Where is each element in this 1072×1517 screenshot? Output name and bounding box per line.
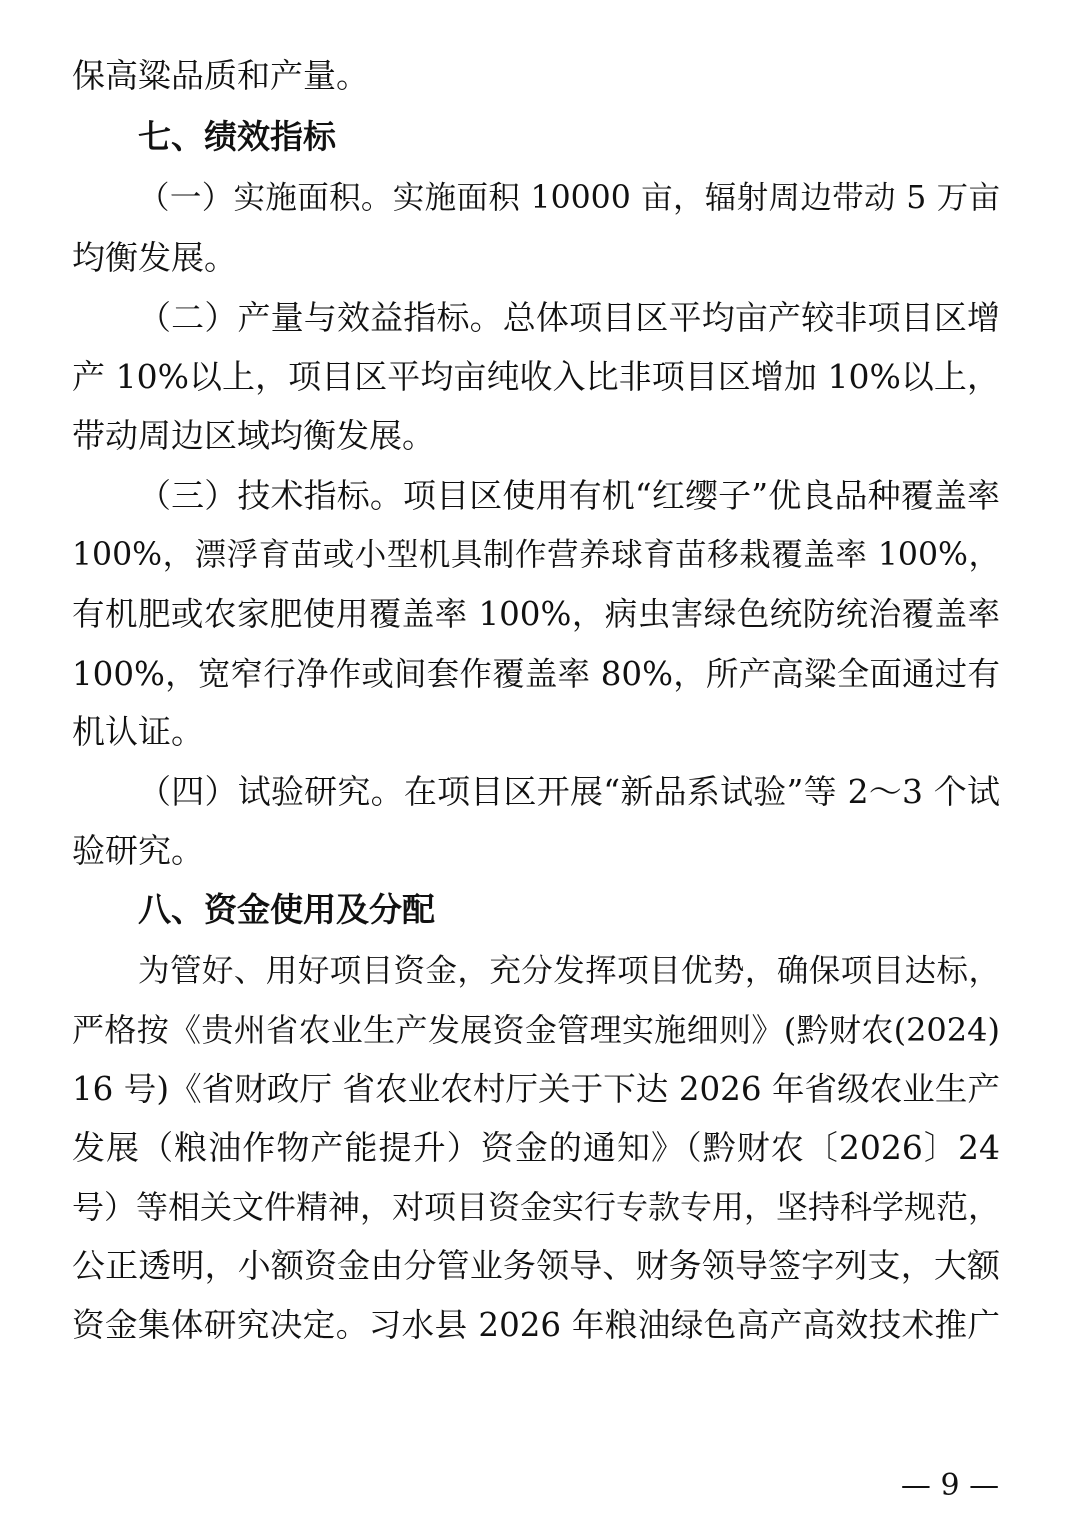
paragraph-line: 100%，漂浮育苗或小型机具制作营养球育苗移栽覆盖率 100%，: [72, 537, 1000, 573]
section-heading-performance: 七、绩效指标: [138, 117, 336, 156]
page-number: — 9 —: [900, 1468, 1000, 1503]
paragraph-line: 保高粱品质和产量。: [72, 56, 369, 95]
paragraph-line: 产 10%以上，项目区平均亩纯收入比非项目区增加 10%以上，: [72, 357, 1000, 396]
paragraph-line: （一）实施面积。实施面积 10000 亩，辐射周边带动 5 万亩: [138, 180, 1000, 216]
paragraph-line: 均衡发展。: [72, 238, 237, 277]
paragraph-line: 号）等相关文件精神，对项目资金实行专款专用，坚持科学规范，: [72, 1188, 1001, 1226]
paragraph-line: 100%，宽窄行净作或间套作覆盖率 80%，所产高粱全面通过有: [72, 655, 1000, 693]
paragraph-line: 有机肥或农家肥使用覆盖率 100%，病虫害绿色统防统治覆盖率: [72, 595, 1000, 633]
paragraph-line: 16 号)《省财政厅 省农业农村厅关于下达 2026 年省级农业生产: [72, 1070, 1000, 1108]
paragraph-line: 公正透明，小额资金由分管业务领导、财务领导签字列支，大额: [72, 1246, 1000, 1285]
paragraph-line: （三）技术指标。项目区使用有机“红缨子”优良品种覆盖率: [138, 476, 1000, 515]
paragraph-line: 发展（粮油作物产能提升）资金的通知》（黔财农〔2026〕24: [72, 1128, 1000, 1167]
paragraph-line: 资金集体研究决定。习水县 2026 年粮油绿色高产高效技术推广: [72, 1306, 1000, 1344]
paragraph-line: 验研究。: [72, 831, 204, 870]
paragraph-line: 严格按《贵州省农业生产发展资金管理实施细则》(黔财农(2024): [72, 1011, 1000, 1049]
paragraph-line: （二）产量与效益指标。总体项目区平均亩产较非项目区增: [138, 298, 1000, 337]
paragraph-line: 带动周边区域均衡发展。: [72, 416, 435, 455]
paragraph-line: 机认证。: [72, 712, 204, 751]
section-heading-funds: 八、资金使用及分配: [138, 890, 435, 929]
paragraph-line: （四）试验研究。在项目区开展“新品系试验”等 2～3 个试: [138, 772, 1000, 811]
paragraph-line: 为管好、用好项目资金，充分发挥项目优势，确保项目达标，: [138, 953, 1000, 989]
